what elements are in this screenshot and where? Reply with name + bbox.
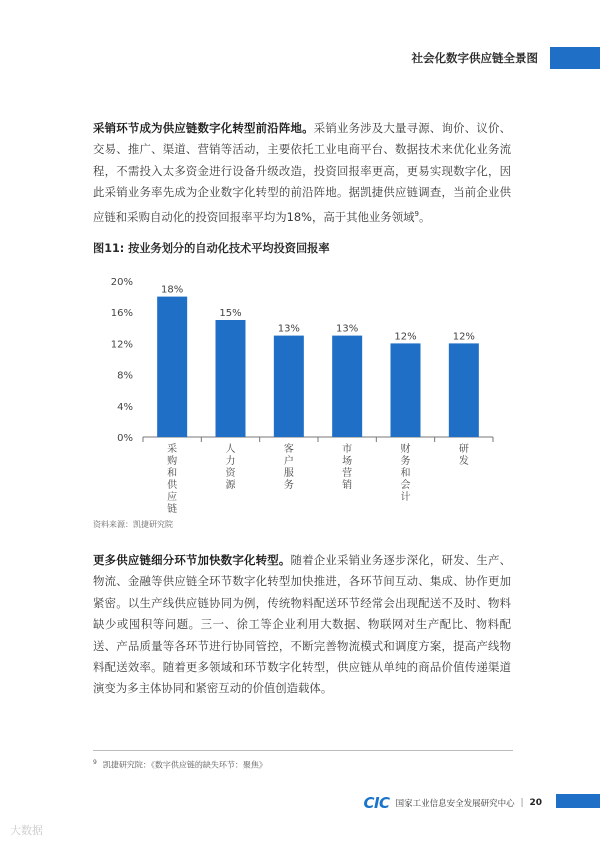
paragraph-lead: 采销环节成为供应链数字化转型前沿阵地。 (93, 121, 314, 135)
bar (216, 320, 246, 437)
footer-accent-band (556, 794, 600, 808)
bar (157, 297, 187, 437)
y-tick-label: 0% (117, 433, 133, 444)
y-tick-label: 4% (117, 401, 133, 413)
header-title: 社会化数字供应链全景图 (411, 51, 538, 65)
y-tick-label: 8% (117, 370, 133, 382)
bar-value-label: 13% (336, 323, 359, 335)
page-number: 20 (529, 798, 542, 808)
y-tick-label: 16% (110, 308, 133, 320)
roi-bar-chart (93, 262, 513, 522)
category-label: 客户服务 (283, 444, 294, 491)
category-label: 财务和会计 (400, 444, 411, 503)
footnote-text: 凯捷研究院：《数字供应链的缺失环节：聚焦》 (102, 760, 267, 770)
chart-source: 资料来源：凯捷研究院 (93, 520, 173, 529)
paragraph-lead: 更多供应链细分环节加快数字化转型。 (93, 553, 291, 567)
paragraph-body: 采销业务涉及大量寻源、询价、议价、交易、推广、渠道、营销等活动，主要依托工业电商平台、数据技术来优化业务流程，不需投入太多资金进行设备升级改造，投资回报率更高，更易实现数字化，因此采销业务率先成为企业数字化转型的前沿阵地。据凯捷供应链调查，当前企业供应链和采购自动化的投资回报率平均为18%，高于其他业务领域 (93, 121, 511, 224)
bar (274, 336, 304, 437)
bar-value-label: 12% (394, 331, 417, 343)
footer-org: 国家工业信息安全发展研究中心 (395, 799, 515, 809)
footnote-rule (93, 750, 513, 751)
category-label: 市场营销 (342, 444, 353, 491)
footer-separator: | (520, 798, 524, 808)
y-tick-label: 12% (110, 339, 133, 351)
figure-title: 图11: 按业务划分的自动化技术平均投资回报率 (93, 242, 330, 255)
page-footer (363, 794, 542, 812)
paragraph-segments (93, 550, 511, 700)
footnote-number: 9 (93, 759, 97, 766)
header-accent-band (550, 47, 600, 69)
category-label: 研发 (458, 444, 469, 467)
paragraph-body: 随着企业采销业务逐步深化，研发、生产、物流、金融等供应链全环节数字化转型加快推进，各环节间互动、集成、协作更加紧密。以生产线供应链协同为例，传统物料配送环节经常会出现配送不及时、物料缺少或囤积等问题。三一、徐工等企业利用大数据、物联网对生产配比、物料配送、产品质量等各环节进行协同管控，不断完善物流模式和调度方案，提高产线物料配送效率。随着更多领域和环节数字化转型，供应链从单纯的商品价值传递渠道演变为多主体协同和紧密互动的价值创造载体。 (93, 553, 511, 696)
y-tick-label: 20% (110, 277, 133, 288)
watermark: 大数据 (10, 824, 43, 837)
bar (332, 336, 362, 437)
paragraph-tail: 。 (418, 209, 431, 224)
bar (449, 343, 479, 437)
bar (391, 343, 421, 437)
category-label: 人力资源 (225, 444, 236, 491)
category-label: 采购和供应链 (167, 444, 178, 515)
cic-logo: CIC (363, 794, 390, 812)
paragraph-procurement (93, 118, 511, 228)
bar-value-label: 15% (219, 308, 242, 319)
bar-value-label: 13% (277, 323, 300, 335)
bar-value-label: 12% (452, 331, 475, 343)
footnote (93, 759, 267, 771)
bar-value-label: 18% (161, 284, 184, 296)
footnote-ref: 9 (414, 209, 419, 218)
